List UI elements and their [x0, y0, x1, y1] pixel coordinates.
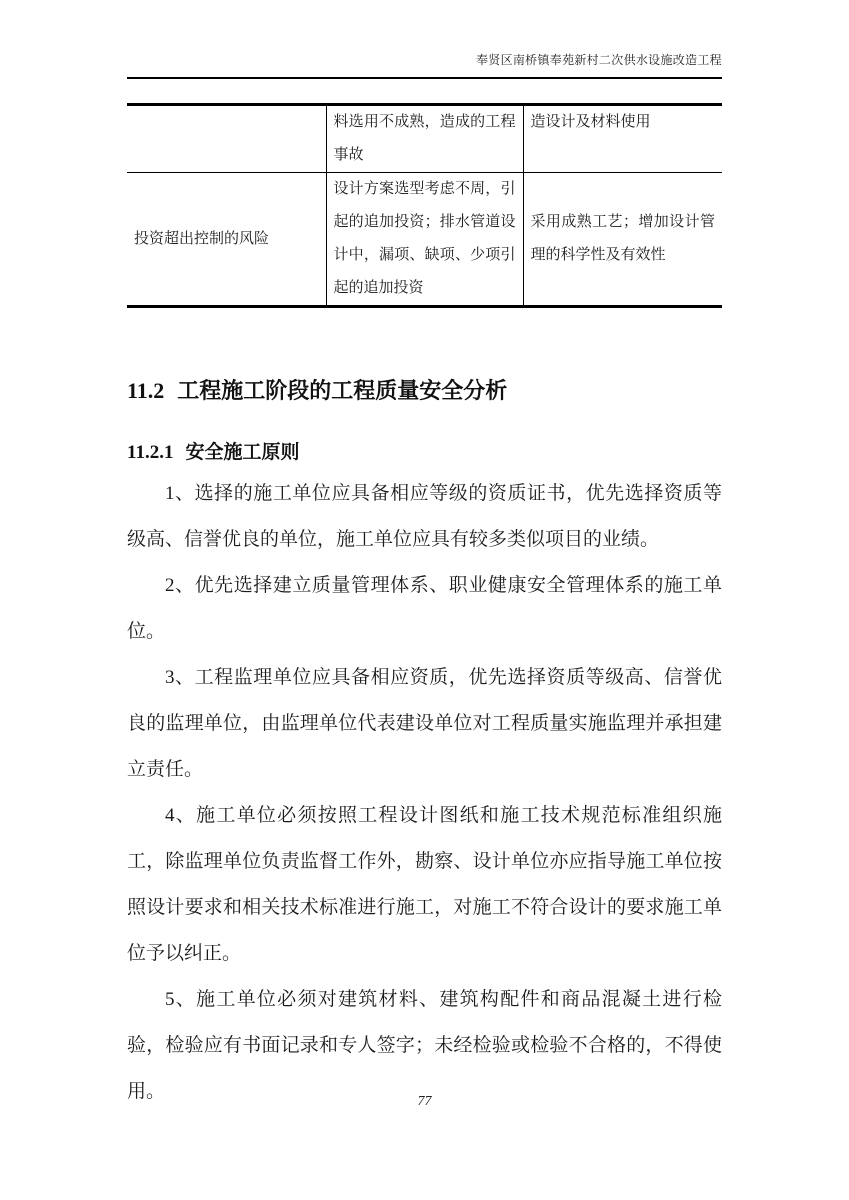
paragraph-5: 5、施工单位必须对建筑材料、建筑构配件和商品混凝土进行检验，检验应有书面记录和专人签字；未经检验或检验不合格的，不得使用。 [127, 989, 722, 1102]
body-text [127, 471, 722, 1115]
section-title: 工程施工阶段的工程质量安全分析 [177, 378, 508, 403]
table-cell-cause: 设计方案选型考虑不周，引起的追加投资；排水管道设计中，漏项、缺项、少项引起的追加投资 [326, 173, 523, 307]
header-project-title: 奉贤区南桥镇奉苑新村二次供水设施改造工程 [475, 53, 722, 67]
paragraph-4: 4、施工单位必须按照工程设计图纸和施工技术规范标准组织施工，除监理单位负责监督工作外，勘察、设计单位亦应指导施工单位按照设计要求和相关技术标准进行施工，对施工不符合设计的要求施工单位予以纠正。 [127, 805, 722, 964]
page-number: 77 [417, 1094, 432, 1109]
table-cell-cause: 料选用不成熟，造成的工程事故 [326, 105, 523, 173]
risk-analysis-table [127, 103, 722, 308]
table-cell-risk-name: 投资超出控制的风险 [134, 230, 270, 247]
section-heading-11-2 [127, 376, 722, 406]
page-content [127, 0, 722, 1115]
section-title: 安全施工原则 [185, 442, 300, 463]
header-rule [127, 77, 722, 79]
paragraph-2: 2、优先选择建立质量管理体系、职业健康安全管理体系的施工单位。 [127, 575, 722, 642]
section-number: 11.2 [127, 378, 165, 403]
paragraph-3: 3、工程监理单位应具备相应资质，优先选择资质等级高、信誉优良的监理单位，由监理单位代表建设单位对工程质量实施监理并承担建立责任。 [127, 667, 722, 780]
table-cell-measure: 造设计及材料使用 [523, 105, 722, 173]
table-row-investment-risk [127, 173, 722, 307]
table-cell-measure: 采用成熟工艺；增加设计管理的科学性及有效性 [523, 173, 722, 307]
table-row-continued [127, 105, 722, 173]
paragraph-1: 1、选择的施工单位应具备相应等级的资质证书，优先选择资质等级高、信誉优良的单位，施工单位应具有较多类似项目的业绩。 [127, 483, 722, 550]
section-heading-11-2-1 [127, 440, 722, 466]
section-number: 11.2.1 [127, 442, 174, 463]
table-cell-risk-name [127, 105, 326, 173]
